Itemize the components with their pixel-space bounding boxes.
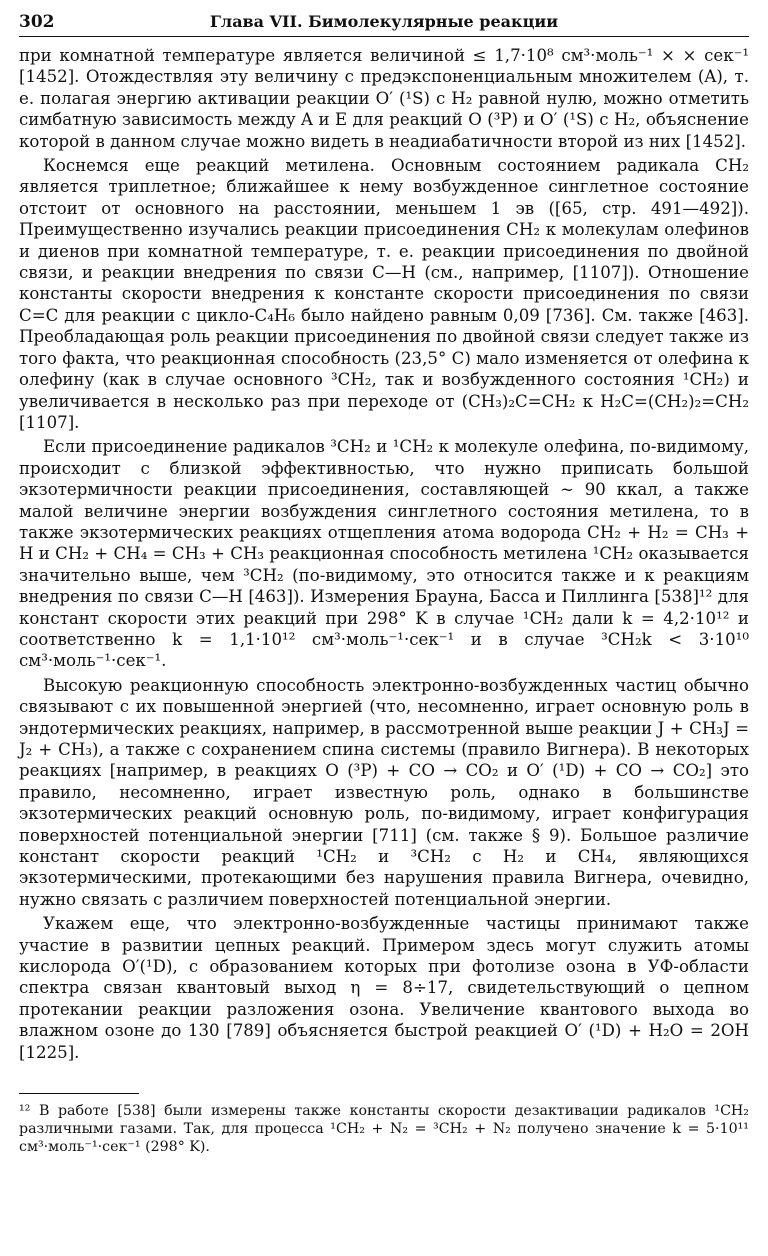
paragraph-continuation: при комнатной температуре является величиной ≤ 1,7·10⁸ см³·моль⁻¹ × × сек⁻¹ [1452]. Отождествляя эту величину с предэкспоненциальным множителем (A), т. е. полагая энергию активации реакции O′ (¹S) с H₂ равной нулю, можно отметить симбатную зависимость между A и E для реакций O (³P) и O′ (¹S) с H₂, объяснение которой в данном случае можно видеть в неадиабатичности второй из них [1452].	[19, 46, 749, 151]
paragraph-excited-particles: Высокую реакционную способность электронно-возбужденных частиц обычно связывают с их повышенной энергией (что, несомненно, играет основную роль в эндотермических реакциях, например, в рассмотренной выше реакции J + CH₃J = J₂ + CH₃), а также с сохранением спина системы (правило Вигнера). В некоторых реакциях [например, в реакциях O (³P) + CO → CO₂ и O′ (¹D) + CO → CO₂] это правило, несомненно, играет известную роль, однако в большинстве экзотермических реакций основную роль, по-видимому, играет конфигурация поверхностей потенциальной энергии [711] (см. также § 9). Большое различие констант скорости реакций ¹CH₂ и ³CH₂ с H₂ и CH₄, являющихся экзотермическими, протекающими без нарушения правила Вигнера, очевидно, нужно связать с различием поверхностей потенциальной энергии.	[19, 675, 749, 909]
paragraph-methylene: Коснемся еще реакций метилена. Основным состоянием радикала CH₂ является триплетное; ближайшее к нему возбужденное синглетное состояние отстоит от основного на расстоянии, меньшем 1 эв ([65, стр. 491—492]). Преимущественно изучались реакции присоединения CH₂ к молекулам олефинов и диенов при комнатной температуре, т. е. реакции присоединения по двойной связи, и реакции внедрения по связи C—H (см., например, [1107]). Отношение константы скорости внедрения к константе скорости присоединения по связи C=C для реакции с цикло-C₄H₆ было найдено равным 0,09 [736]. См. также [463]. Преобладающая роль реакции присоединения по двойной связи следует также из того факта, что реакционная способность (23,5° C) мало изменяется от олефина к олефину (как в случае основного ³CH₂, так и возбужденного состояния ¹CH₂) и увеличивается в несколько раз при переходе от (CH₃)₂C=CH₂ к H₂C=(CH₂)₂=CH₂ [1107].	[19, 156, 749, 432]
body-text	[19, 45, 749, 1063]
running-title: Глава VII. Бимолекулярные реакции	[209, 12, 559, 31]
page-number: 302	[19, 12, 55, 32]
page-header	[19, 10, 749, 37]
paragraph-chain-reactions: Укажем еще, что электронно-возбужденные частицы принимают также участие в развитии цепных реакций. Примером здесь могут служить атомы кислорода O′(¹D), с образованием которых при фотолизе озона в УФ-области спектра связан квантовый выход η = 8÷17, свидетельствующий о цепном протекании реакции разложения озона. Увеличение квантового выхода во влажном озоне до 130 [789] объясняется быстрой реакцией O′ (¹D) + H₂O = 2OH [1225].	[19, 914, 749, 1062]
footnote: ¹² В работе [538] были измерены также константы скорости дезактивации радикалов ¹CH₂ различными газами. Так, для процесса ¹CH₂ + N₂ = ³CH₂ + N₂ получено значение k = 5·10¹¹ см³·моль⁻¹·сек⁻¹ (298° K).	[19, 1103, 749, 1156]
page	[19, 10, 749, 1170]
paragraph-addition-radicals: Если присоединение радикалов ³CH₂ и ¹CH₂ к молекуле олефина, по-видимому, происходит с близкой эффективностью, что нужно приписать большой экзотермичности реакции присоединения, составляющей ∼ 90 ккал, а также малой величине энергии возбуждения синглетного состояния метилена, то в также экзотермических реакциях отщепления атома водорода CH₂ + H₂ = CH₃ + H и CH₂ + CH₄ = CH₃ + CH₃ реакционная способность метилена ¹CH₂ оказывается значительно выше, чем ³CH₂ (по-видимому, это относится также и к реакциям внедрения по связи C—H [463]). Измерения Брауна, Басса и Пиллинга [538]¹² для констант скорости этих реакций при 298° K в случае ¹CH₂ дали k = 4,2·10¹² и соответственно k = 1,1·10¹² см³·моль⁻¹·сек⁻¹ и в случае ³CH₂k < 3·10¹⁰ см³·моль⁻¹·сек⁻¹.	[19, 437, 749, 671]
footnote-divider	[19, 1093, 139, 1094]
